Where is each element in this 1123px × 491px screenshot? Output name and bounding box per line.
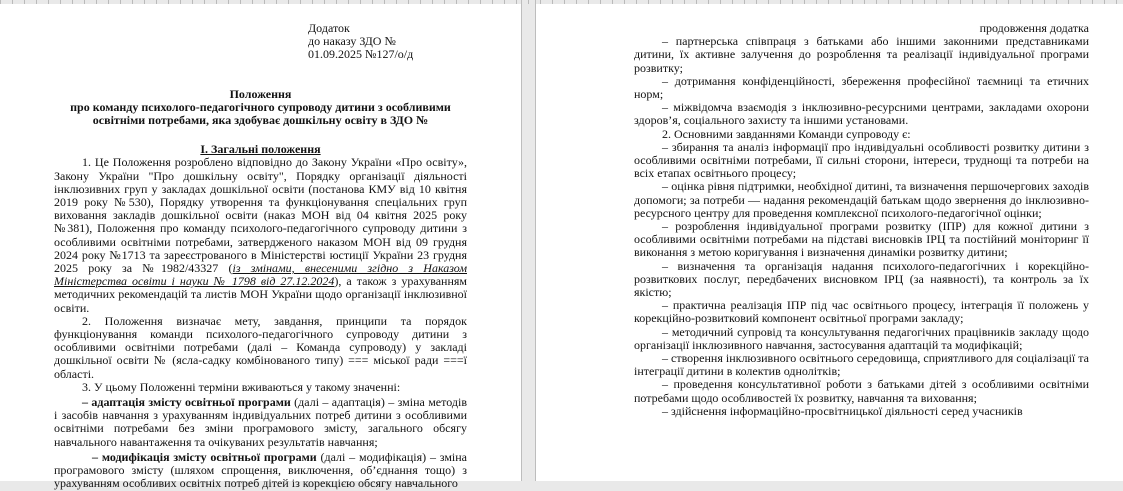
term-definition (54, 396, 467, 449)
list-item: – методичний супровід та консультування педагогічних працівників закладу щодо організації інклюзивного навчання, застосування адаптацій та модифікацій; (634, 324, 1089, 352)
document-page-left (0, 4, 521, 491)
paragraph-text: 1. Це Положення розроблено відповідно до Закону України «Про освіту», Закону України "Про дошкільну освіту", Порядку організації діяльності інклюзивних груп у закладах дошкільної освіти (постанова КМУ від 10 квітня 2019 року №530), Порядку утворення та функціонування спеціальних груп виховання закладів дошкільної освіти (наказ МОН від 04 квітня 2025 року №381), Положення про команду психолого-педагогічного супроводу дитини з особливими освітніми потребами, затвердженого наказом МОН від 09 грудня 2024 року №1713 та зареєстрованого в Міністерстві юстиції України 23 грудня 2025 року за №1982/43327 ( (54, 155, 467, 276)
list-item: – дотримання конфіденційності, збереження професійної таємниці та етичних норм; (634, 73, 1089, 102)
paragraph-1 (54, 156, 467, 314)
paragraph-heading: 2. Основними завданнями Команди супроводу є: (662, 126, 911, 141)
list-item: – розроблення індивідуальної програми розвитку (ІПР) для кожної дитини з особливими освітніми потребами на підставі висновків ІРЦ та постійний моніторинг її виконання з метою коригування і визначення динаміки розвитку дитини; (634, 219, 1089, 260)
addendum-line: Додаток (308, 21, 350, 35)
paragraph-3: 3. У цьому Положенні терміни вживаються у такому значенні: (82, 379, 401, 394)
term-text: (далі – модифікація) – зміна програмового змісту (шляхом спрощення, виключення, об’єднання тощо) з урахуванням особливих освітніх потреб дітей із корекцією обсягу навчального (54, 449, 467, 491)
continuation-label: продовження додатка (979, 21, 1089, 35)
paragraph-2: 2. Положення визначає мету, завдання, принципи та порядок функціонування команди психолого-педагогічного супроводу дитини з особливими освітніми потребами (далі – Команда супроводу) у закладі дошкільної освіти № (ясла-садку комбінованого типу) === міської ради ===ї області. (54, 313, 467, 381)
page-divider (521, 0, 522, 481)
addendum-line: до наказу ЗДО № (308, 34, 396, 49)
term-name: – модифікація змісту освітньої програми (92, 449, 317, 464)
list-item: – здійснення інформаційно-просвітницької діяльності серед учасників (662, 403, 1023, 418)
list-item: – збирання та аналіз інформації про індивідуальні особливості розвитку дитини з особливими освітніми потребами, її сильні сторони, інтереси, труднощі та потреби на всіх етапах освітнього процесу; (634, 139, 1089, 181)
document-subtitle: освітніми потребами, яка здобуває дошкільну освіту в ЗДО № (92, 113, 429, 128)
list-item: – міжвідомча взаємодія з інклюзивно-ресурсними центрами, закладами охорони здоров’я, соціального захисту та іншими установами. (634, 100, 1089, 128)
list-item: – створення інклюзивного освітнього середовища, сприятливого для соціалізації та інтеграції дитини в колектив однолітків; (634, 351, 1089, 379)
term-text: (далі – адаптація) – зміна методів і засобів навчання з урахуванням індивідуальних потреб дитини з особливими освітніми потребами без зміни програмового змісту, загального обсягу навчального навантаження та очікуваних результатів навчання; (54, 395, 467, 449)
list-item: – визначення та організація надання психолого-педагогічних і корекційно-розвиткових послуг, передбачених висновком ІРЦ (за наявності), та контроль за їх якістю; (634, 258, 1089, 300)
list-item: – проведення консультативної роботи з батьками дітей з особливими освітніми потребами щодо особливостей їх розвитку, навчання та виховання; (634, 377, 1089, 405)
term-name: – адаптація змісту освітньої програми (82, 395, 291, 410)
document-page-right (536, 4, 1123, 481)
list-item: – партнерська співпраця з батьками або іншими законними представниками дитини, їх активне залучення до розроблення та реалізації індивідуальної програми розвитку; (634, 34, 1089, 75)
paragraph-text: ), а також з урахуванням методичних рекомендацій та листів МОН України щодо організації інклюзивної освіти. (54, 274, 467, 315)
section-heading: І. Загальні положення (200, 142, 321, 157)
document-title: Положення (229, 86, 292, 101)
document-subtitle: про команду психолого-педагогічного супроводу дитини з особливими (70, 99, 451, 114)
term-definition (54, 451, 467, 491)
addendum-line: 01.09.2025 №127/о/д (308, 47, 414, 62)
list-item: – практична реалізація ІПР під час освітнього процесу, інтеграція її положень у корекційно-розвитковий компонент освітньої програми закладу; (634, 298, 1089, 326)
amendment-note: із змінами, внесеними згідно з Наказом Міністерства освіти і науки № 1798 від 27.12.2024 (54, 261, 467, 289)
list-item: – оцінка рівня підтримки, необхідної дитині, та визначення першочергових заходів допомоги; за потреби — надання рекомендацій батькам щодо звернення до інклюзивно-ресурсного центру для проведення комплексної психолого-педагогічної оцінки; (634, 179, 1089, 220)
addendum-block (308, 22, 467, 62)
